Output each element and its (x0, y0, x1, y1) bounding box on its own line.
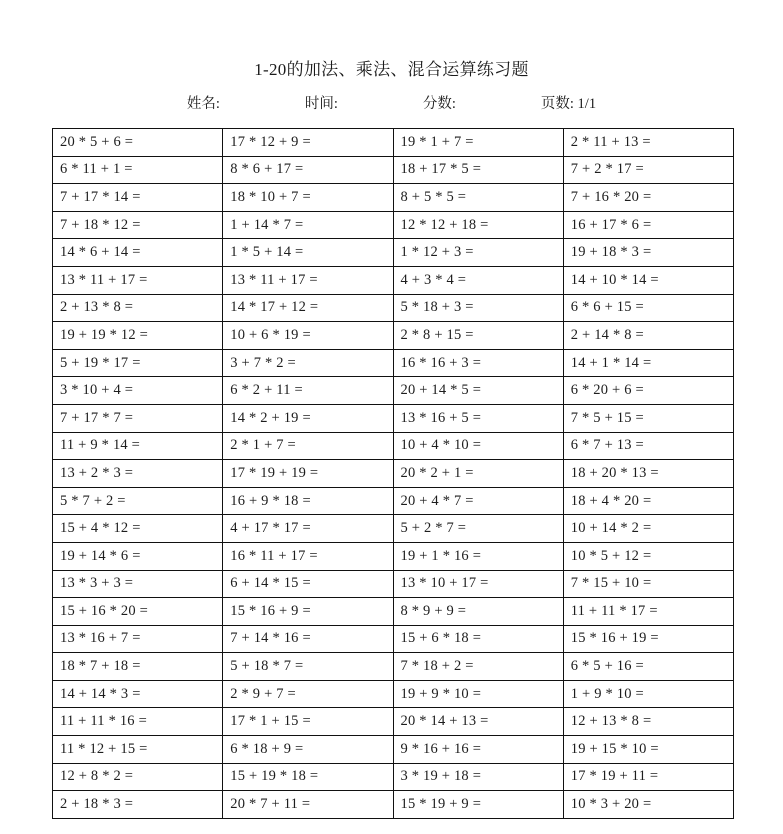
table-row (53, 460, 734, 488)
problem-cell[interactable]: 5 * 18 + 3 = (393, 294, 563, 322)
problem-cell[interactable]: 2 * 11 + 13 = (563, 129, 733, 157)
problem-cell[interactable]: 8 * 9 + 9 = (393, 598, 563, 626)
problems-table-container (52, 128, 733, 819)
problem-cell[interactable]: 13 * 3 + 3 = (53, 570, 223, 598)
table-row (53, 432, 734, 460)
table-row (53, 266, 734, 294)
problem-cell[interactable]: 13 + 2 * 3 = (53, 460, 223, 488)
problem-cell[interactable]: 6 * 5 + 16 = (563, 653, 733, 681)
problem-cell[interactable]: 13 * 16 + 7 = (53, 625, 223, 653)
problem-cell[interactable]: 19 * 1 + 7 = (393, 129, 563, 157)
problem-cell[interactable]: 15 * 16 + 19 = (563, 625, 733, 653)
problem-cell[interactable]: 6 * 2 + 11 = (223, 377, 393, 405)
table-row (53, 763, 734, 791)
problem-cell[interactable]: 14 * 6 + 14 = (53, 239, 223, 267)
problem-cell[interactable]: 2 * 1 + 7 = (223, 432, 393, 460)
problem-cell[interactable]: 7 + 14 * 16 = (223, 625, 393, 653)
problem-cell[interactable]: 14 * 17 + 12 = (223, 294, 393, 322)
problem-cell[interactable]: 20 * 14 + 13 = (393, 708, 563, 736)
table-row (53, 129, 734, 157)
problem-cell[interactable]: 15 + 16 * 20 = (53, 598, 223, 626)
problem-cell[interactable]: 20 + 14 * 5 = (393, 377, 563, 405)
problem-cell[interactable]: 7 + 18 * 12 = (53, 211, 223, 239)
problem-cell[interactable]: 9 * 16 + 16 = (393, 736, 563, 764)
table-row (53, 515, 734, 543)
problem-cell[interactable]: 18 * 7 + 18 = (53, 653, 223, 681)
problem-cell[interactable]: 7 * 15 + 10 = (563, 570, 733, 598)
problem-cell[interactable]: 20 * 5 + 6 = (53, 129, 223, 157)
problem-cell[interactable]: 1 + 14 * 7 = (223, 211, 393, 239)
problem-cell[interactable]: 15 + 6 * 18 = (393, 625, 563, 653)
problem-cell[interactable]: 2 + 14 * 8 = (563, 322, 733, 350)
problem-cell[interactable]: 3 * 19 + 18 = (393, 763, 563, 791)
problem-cell[interactable]: 16 * 11 + 17 = (223, 542, 393, 570)
problem-cell[interactable]: 3 * 10 + 4 = (53, 377, 223, 405)
problem-cell[interactable]: 17 * 12 + 9 = (223, 129, 393, 157)
problem-cell[interactable]: 13 * 11 + 17 = (223, 266, 393, 294)
score-label: 分数: (422, 96, 456, 112)
problem-cell[interactable]: 11 + 9 * 14 = (53, 432, 223, 460)
problem-cell[interactable]: 18 + 17 * 5 = (393, 156, 563, 184)
problems-table (52, 128, 734, 819)
problem-cell[interactable]: 5 + 18 * 7 = (223, 653, 393, 681)
problem-cell[interactable]: 6 * 20 + 6 = (563, 377, 733, 405)
student-name-label: 姓名: (186, 96, 220, 112)
table-row (53, 377, 734, 405)
table-row (53, 294, 734, 322)
table-row (53, 791, 734, 819)
problem-cell[interactable]: 7 * 5 + 15 = (563, 404, 733, 432)
problem-cell[interactable]: 18 + 4 * 20 = (563, 487, 733, 515)
problem-cell[interactable]: 12 * 12 + 18 = (393, 211, 563, 239)
time-label: 时间: (304, 96, 338, 112)
table-row (53, 184, 734, 212)
problem-cell[interactable]: 20 + 4 * 7 = (393, 487, 563, 515)
problem-cell[interactable]: 13 * 10 + 17 = (393, 570, 563, 598)
problem-cell[interactable]: 5 * 7 + 2 = (53, 487, 223, 515)
table-row (53, 708, 734, 736)
problem-cell[interactable]: 10 + 6 * 19 = (223, 322, 393, 350)
table-row (53, 211, 734, 239)
problem-cell[interactable]: 16 + 17 * 6 = (563, 211, 733, 239)
worksheet-meta-row (0, 92, 783, 113)
problem-cell[interactable]: 12 + 8 * 2 = (53, 763, 223, 791)
problem-cell[interactable]: 15 * 19 + 9 = (393, 791, 563, 819)
problem-cell[interactable]: 2 * 9 + 7 = (223, 680, 393, 708)
problem-cell[interactable]: 6 * 6 + 15 = (563, 294, 733, 322)
problem-cell[interactable]: 8 * 6 + 17 = (223, 156, 393, 184)
problem-cell[interactable]: 10 + 4 * 10 = (393, 432, 563, 460)
page-number-label: 页数: 1/1 (540, 96, 597, 112)
table-row (53, 239, 734, 267)
problem-cell[interactable]: 1 * 5 + 14 = (223, 239, 393, 267)
problem-cell[interactable]: 18 + 20 * 13 = (563, 460, 733, 488)
problem-cell[interactable]: 19 + 9 * 10 = (393, 680, 563, 708)
table-row (53, 625, 734, 653)
problem-cell[interactable]: 19 + 18 * 3 = (563, 239, 733, 267)
problem-cell[interactable]: 19 + 1 * 16 = (393, 542, 563, 570)
table-row (53, 542, 734, 570)
problem-cell[interactable]: 14 + 1 * 14 = (563, 349, 733, 377)
problem-cell[interactable]: 5 + 19 * 17 = (53, 349, 223, 377)
table-row (53, 680, 734, 708)
problem-cell[interactable]: 17 * 19 + 11 = (563, 763, 733, 791)
problem-cell[interactable]: 6 * 7 + 13 = (563, 432, 733, 460)
table-row (53, 404, 734, 432)
problem-cell[interactable]: 14 + 10 * 14 = (563, 266, 733, 294)
page-title: 1-20的加法、乘法、混合运算练习题 (254, 60, 529, 79)
problem-cell[interactable]: 14 * 2 + 19 = (223, 404, 393, 432)
problem-cell[interactable]: 2 + 13 * 8 = (53, 294, 223, 322)
problem-cell[interactable]: 10 * 5 + 12 = (563, 542, 733, 570)
problem-cell[interactable]: 15 + 19 * 18 = (223, 763, 393, 791)
problem-cell[interactable]: 10 + 14 * 2 = (563, 515, 733, 543)
table-row (53, 736, 734, 764)
problem-cell[interactable]: 19 + 19 * 12 = (53, 322, 223, 350)
problem-cell[interactable]: 4 + 17 * 17 = (223, 515, 393, 543)
problem-cell[interactable]: 11 + 11 * 17 = (563, 598, 733, 626)
problem-cell[interactable]: 7 + 16 * 20 = (563, 184, 733, 212)
problem-cell[interactable]: 17 * 19 + 19 = (223, 460, 393, 488)
problem-cell[interactable]: 7 * 18 + 2 = (393, 653, 563, 681)
problem-cell[interactable]: 15 * 16 + 9 = (223, 598, 393, 626)
problem-cell[interactable]: 6 * 18 + 9 = (223, 736, 393, 764)
problem-cell[interactable]: 17 * 1 + 15 = (223, 708, 393, 736)
problem-cell[interactable]: 4 + 3 * 4 = (393, 266, 563, 294)
problem-cell[interactable]: 6 * 11 + 1 = (53, 156, 223, 184)
problem-cell[interactable]: 2 + 18 * 3 = (53, 791, 223, 819)
problem-cell[interactable]: 13 * 11 + 17 = (53, 266, 223, 294)
problem-cell[interactable]: 11 * 12 + 15 = (53, 736, 223, 764)
problem-cell[interactable]: 20 * 7 + 11 = (223, 791, 393, 819)
problem-cell[interactable]: 11 + 11 * 16 = (53, 708, 223, 736)
problem-cell[interactable]: 1 * 12 + 3 = (393, 239, 563, 267)
table-row (53, 570, 734, 598)
table-row (53, 598, 734, 626)
problem-cell[interactable]: 19 + 14 * 6 = (53, 542, 223, 570)
problem-cell[interactable]: 20 * 2 + 1 = (393, 460, 563, 488)
problem-cell[interactable]: 15 + 4 * 12 = (53, 515, 223, 543)
problem-cell[interactable]: 5 + 2 * 7 = (393, 515, 563, 543)
problem-cell[interactable]: 3 + 7 * 2 = (223, 349, 393, 377)
problem-cell[interactable]: 1 + 9 * 10 = (563, 680, 733, 708)
problem-cell[interactable]: 14 + 14 * 3 = (53, 680, 223, 708)
table-row (53, 653, 734, 681)
problem-cell[interactable]: 12 + 13 * 8 = (563, 708, 733, 736)
table-row (53, 156, 734, 184)
table-row (53, 322, 734, 350)
problem-cell[interactable]: 16 * 16 + 3 = (393, 349, 563, 377)
problem-cell[interactable]: 16 + 9 * 18 = (223, 487, 393, 515)
table-row (53, 349, 734, 377)
problem-cell[interactable]: 13 * 16 + 5 = (393, 404, 563, 432)
problem-cell[interactable]: 6 + 14 * 15 = (223, 570, 393, 598)
table-row (53, 487, 734, 515)
problem-cell[interactable]: 7 + 2 * 17 = (563, 156, 733, 184)
problem-cell[interactable]: 2 * 8 + 15 = (393, 322, 563, 350)
problem-cell[interactable]: 19 + 15 * 10 = (563, 736, 733, 764)
problem-cell[interactable]: 7 + 17 * 7 = (53, 404, 223, 432)
problem-cell[interactable]: 18 * 10 + 7 = (223, 184, 393, 212)
problems-table-body (53, 129, 734, 819)
problem-cell[interactable]: 8 + 5 * 5 = (393, 184, 563, 212)
problem-cell[interactable]: 7 + 17 * 14 = (53, 184, 223, 212)
problem-cell[interactable]: 10 * 3 + 20 = (563, 791, 733, 819)
